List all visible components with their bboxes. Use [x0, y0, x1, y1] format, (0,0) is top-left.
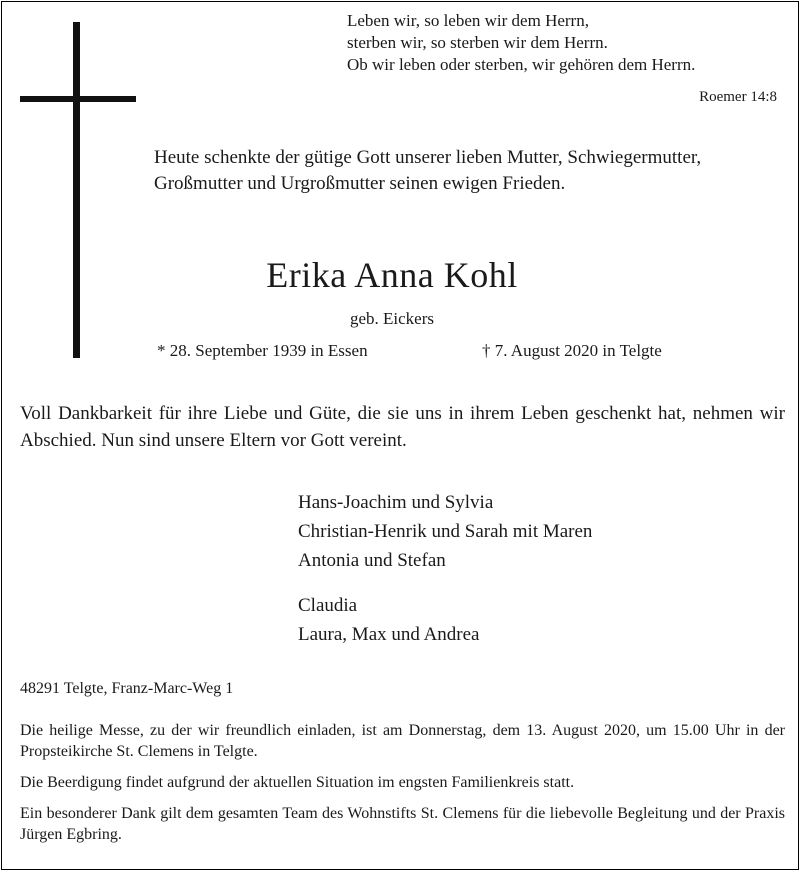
- family-member: Hans-Joachim und Sylvia: [298, 492, 494, 513]
- obituary-notice: [1, 1, 799, 870]
- family-member: Claudia: [298, 595, 358, 616]
- maiden-name: geb. Eickers: [349, 309, 435, 328]
- family-group: [298, 591, 480, 649]
- family-group: [298, 488, 592, 575]
- mass-notice: Die heilige Messe, zu der wir freundlich einladen, ist am Donnerstag, dem 13. August 2020, um 15.00 Uhr in der Propsteikirche St. Clemens in Telgte.: [20, 722, 785, 760]
- family-member: Antonia und Stefan: [298, 550, 446, 571]
- farewell-text: Voll Dankbarkeit für ihre Liebe und Güte, die sie uns in ihrem Leben geschenkt hat, nehmen wir Abschied. Nun sind unsere Eltern vor Gott vereint.: [20, 403, 785, 451]
- verse-reference: Roemer 14:8: [699, 89, 777, 105]
- gratitude-notice: Ein besonderer Dank gilt dem gesamten Team des Wohnstifts St. Clemens für die liebevolle Begleitung und der Praxis Jürgen Egbring.: [20, 805, 785, 843]
- family-member: Laura, Max und Andrea: [298, 624, 480, 645]
- death-date: † 7. August 2020 in Telgte: [482, 341, 662, 360]
- verse-line: Leben wir, so leben wir dem Herrn,: [347, 11, 589, 30]
- verse-line: sterben wir, so sterben wir dem Herrn.: [347, 33, 608, 52]
- intro-text: Heute schenkte der gütige Gott unserer lieben Mutter, Schwiegermutter, Großmutter und Urgroßmutter seinen ewigen Frieden.: [154, 147, 702, 194]
- verse-line: Ob wir leben oder sterben, wir gehören dem Herrn.: [347, 55, 696, 74]
- burial-notice: Die Beerdigung findet aufgrund der aktuellen Situation im engsten Familienkreis statt.: [20, 774, 575, 791]
- address: 48291 Telgte, Franz-Marc-Weg 1: [20, 680, 234, 697]
- cross-icon-bar: [20, 96, 136, 102]
- notes: [20, 720, 785, 855]
- cross-icon: [73, 22, 80, 358]
- deceased-name: Erika Anna Kohl: [266, 255, 518, 295]
- birth-date: * 28. September 1939 in Essen: [157, 341, 368, 360]
- bible-verse: [347, 10, 779, 76]
- family-member: Christian-Henrik und Sarah mit Maren: [298, 521, 593, 542]
